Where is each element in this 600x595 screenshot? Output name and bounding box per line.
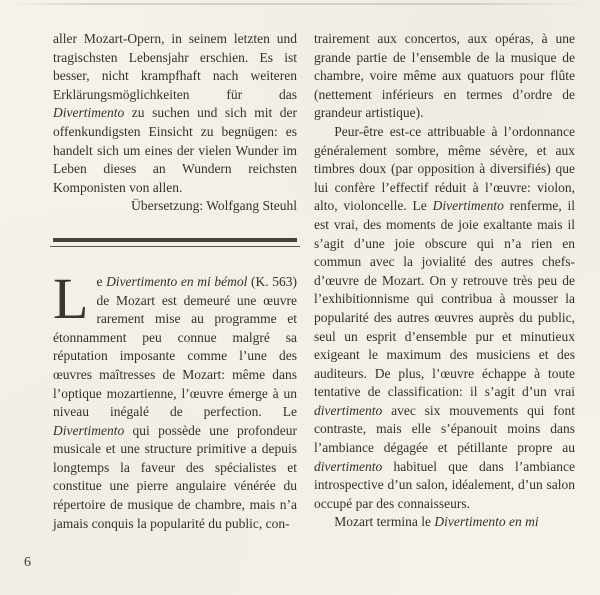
drop-cap-letter: L: [53, 265, 89, 331]
closing-paragraph: Mozart termina le Divertimento en mi: [334, 514, 539, 530]
left-column: [53, 30, 297, 533]
section-divider: [53, 238, 297, 247]
scan-top-edge-artifact: [8, 3, 592, 5]
german-paragraph: aller Mozart-Opern, in seinem letzten und tragischsten Lebensjahr erschien. Es ist besser, nicht krampfhaft nach weiteren Erklärungsmöglichkeiten für das Divertimento zu suchen und sich mit der offenkundigsten Einsicht zu begnügen: es handelt sich um eines der vielen Wunder im Leben dieses an Wundern reichsten Komponisten von allen.: [53, 31, 297, 195]
french-opening-text: e Divertimento en mi bémol (K. 563) de Mozart est demeuré une œuvre rarement mise au programme et étonnamment peu connue malgré sa réputation imposante comme l’une des œuvres maîtresses de Mozart: même dans l’optique mozartienne, l’œuvre émerge à un niveau inégalé de perfection. Le Divertimento qui possède une profondeur musicale et une structure primitive a depuis longtemps la faveur des spécialistes et constitue une pierre angulaire vénérée du répertoire de musique de chambre, mais n’a jamais conquis la popularité du public, con-: [53, 273, 297, 531]
continuation-paragraph: trairement aux concertos, aux opéras, à une grande partie de l’ensemble de la musique de chambre, voire même aux quatuors pour flûte (nettement inférieurs en termes d’ordre de grandeur artistique).: [314, 31, 575, 121]
french-opening-paragraph: [53, 265, 297, 533]
divider-thin-rule: [50, 246, 300, 247]
right-column: [314, 30, 575, 533]
divider-thick-rule: [53, 238, 297, 242]
body-paragraph: Peur-être est-ce attribuable à l’ordonnance généralement sombre, même sévère, et aux timbres doux (par opposition à diversifiés) que lui confère l’effectif réduit à l’œuvre: violon, alto, violoncelle. Le Divertimento renferme, il est vrai, des moments de joie exaltante mais il s’agit d’une joie obscure qui n’a rien en commun avec la jovialité des autres chefs-d’œuvre de Mozart. On y retrouve très peu de l’exhibitionnisme qui contribua à mousser la popularité des autres œuvres auprès du public, seul un esprit d’ensemble pur et minutieux exigeant le maximum des musiciens et des auditeurs. De plus, l’œuvre échappe à toute tentative de classification: il s’agit d’un vrai divertimento avec six mouvements qui font contraste, mais elle s’épanouit moins dans l’ambiance dégagée et pétillante propre au divertimento habituel que dans l’ambiance introspective d’un salon, idéalement, d’un salon occupé par des connaisseurs.: [314, 123, 575, 511]
translation-credit: Übersetzung: Wolfgang Steuhl: [131, 198, 297, 214]
page-number: 6: [24, 555, 31, 570]
text-columns: [53, 30, 575, 533]
